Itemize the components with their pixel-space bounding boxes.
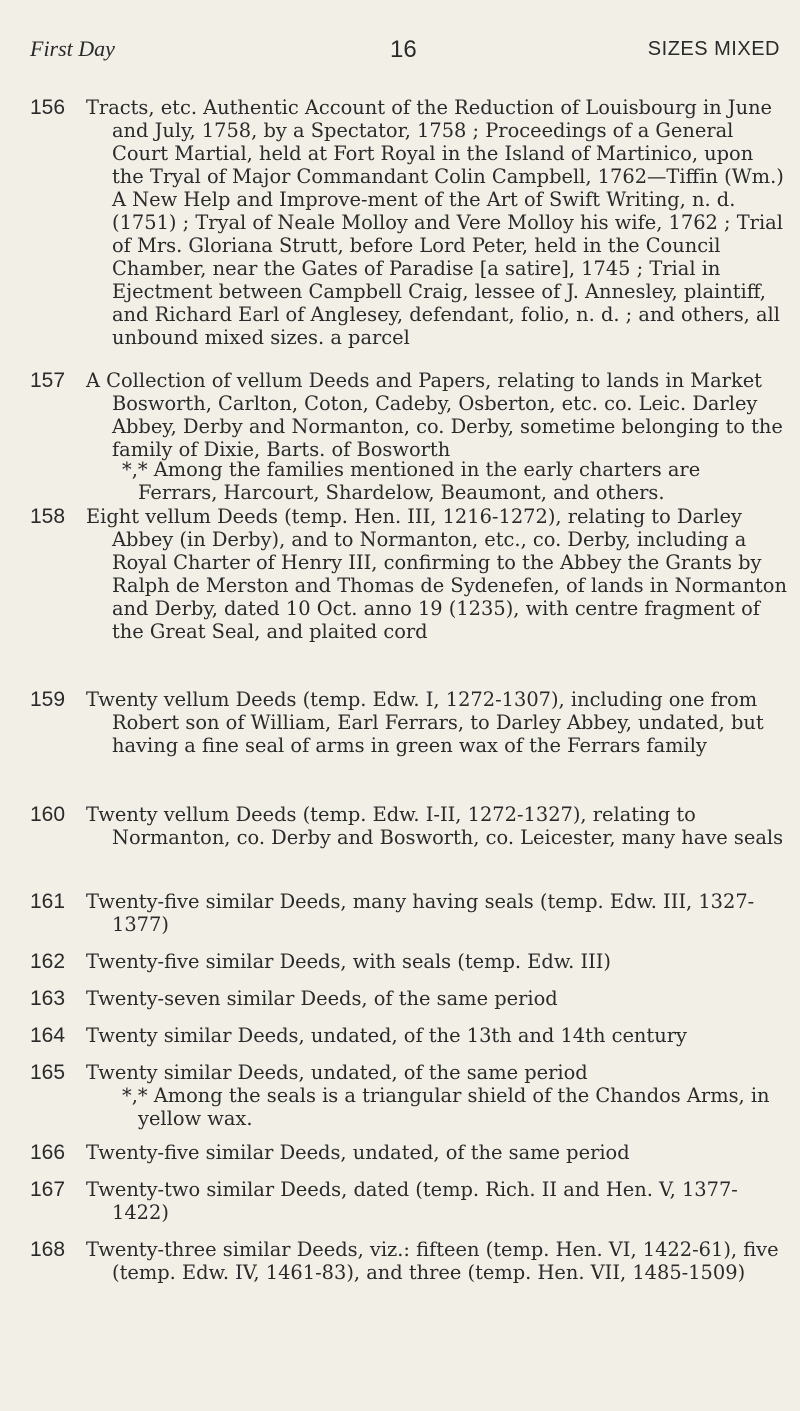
- page-number: 16: [390, 36, 417, 63]
- lot-number: 164: [30, 1024, 66, 1047]
- lot-description: Twenty similar Deeds, undated, of the 13th and 14th century: [86, 1024, 687, 1047]
- header-day: First Day: [30, 36, 115, 61]
- lot-157-note: *,* Among the families mentioned in the early charters are Ferrars, Harcourt, Shardelow, Beaumont, and others.: [122, 458, 701, 504]
- lot-number: 157: [30, 369, 66, 392]
- lot-description: Eight vellum Deeds (temp. Hen. III, 1216-1272), relating to Darley Abbey (in Derby), and to Normanton, etc., co. Derby, including a Royal Charter of Henry III, confirming to the Abbey the Grants by Ralph de Merston and Thomas de Sydenefen, of lands in Normanton and Derby, dated 10 Oct. anno 19 (1235), with centre fragment of the Great Seal, and plaited cord: [86, 505, 787, 643]
- lot-description: Twenty similar Deeds, undated, of the same period: [86, 1061, 588, 1084]
- lot-description: Twenty-five similar Deeds, with seals (temp. Edw. III): [86, 950, 611, 973]
- lot-number: 158: [30, 505, 66, 528]
- lot-number: 163: [30, 987, 66, 1010]
- lot-number: 160: [30, 803, 66, 826]
- lot-description: Twenty-seven similar Deeds, of the same period: [86, 987, 558, 1010]
- page-header: [0, 36, 800, 66]
- lot-number: 166: [30, 1141, 66, 1164]
- lot-number: 159: [30, 688, 66, 711]
- lot-description: Tracts, etc. Authentic Account of the Reduction of Louisbourg in June and July, 1758, by a Spectator, 1758 ; Proceedings of a General Court Martial, held at Fort Royal in the Island of Martinico, upon the Tryal of Major Commandant Colin Campbell, 1762—Tiffin (Wm.) A New Help and Improve-ment of the Art of Swift Writing, n. d. (1751) ; Tryal of Neale Molloy and Vere Molloy his wife, 1762 ; Trial of Mrs. Gloriana Strutt, before Lord Peter, held in the Council Chamber, near the Gates of Paradise [a satire], 1745 ; Trial in Ejectment between Campbell Craig, lessee of J. Annesley, plaintiff, and Richard Earl of Anglesey, defendant, folio, n. d. ; and others, all unbound mixed sizes. a parcel: [86, 96, 784, 349]
- lot-number: 156: [30, 96, 66, 119]
- lot-number: 168: [30, 1238, 66, 1261]
- lot-description: Twenty vellum Deeds (temp. Edw. I, 1272-1307), including one from Robert son of William, Earl Ferrars, to Darley Abbey, undated, but having a fine seal of arms in green wax of the Ferrars family: [86, 688, 764, 757]
- lot-description: Twenty-two similar Deeds, dated (temp. Rich. II and Hen. V, 1377-1422): [86, 1178, 738, 1224]
- lot-description: Twenty-five similar Deeds, undated, of the same period: [86, 1141, 630, 1164]
- lot-description: Twenty-five similar Deeds, many having seals (temp. Edw. III, 1327-1377): [86, 890, 755, 936]
- lot-number: 165: [30, 1061, 66, 1084]
- lot-description: Twenty vellum Deeds (temp. Edw. I-II, 1272-1327), relating to Normanton, co. Derby and Bosworth, co. Leicester, many have seals: [86, 803, 784, 849]
- lot-number: 161: [30, 890, 66, 913]
- lot-number: 167: [30, 1178, 66, 1201]
- lot-number: 162: [30, 950, 66, 973]
- lot-165-note: *,* Among the seals is a triangular shield of the Chandos Arms, in yellow wax.: [122, 1084, 770, 1130]
- header-section: SIZES MIXED: [647, 38, 780, 60]
- lot-description: Twenty-three similar Deeds, viz.: fifteen (temp. Hen. VI, 1422-61), five (temp. Edw. IV, 1461-83), and three (temp. Hen. VII, 1485-1509): [86, 1238, 779, 1284]
- lot-description: A Collection of vellum Deeds and Papers, relating to lands in Market Bosworth, Carlton, Coton, Cadeby, Osberton, etc. co. Leic. Darley Abbey, Derby and Normanton, co. Derby, sometime belonging to the family of Dixie, Barts. of Bosworth: [86, 369, 783, 461]
